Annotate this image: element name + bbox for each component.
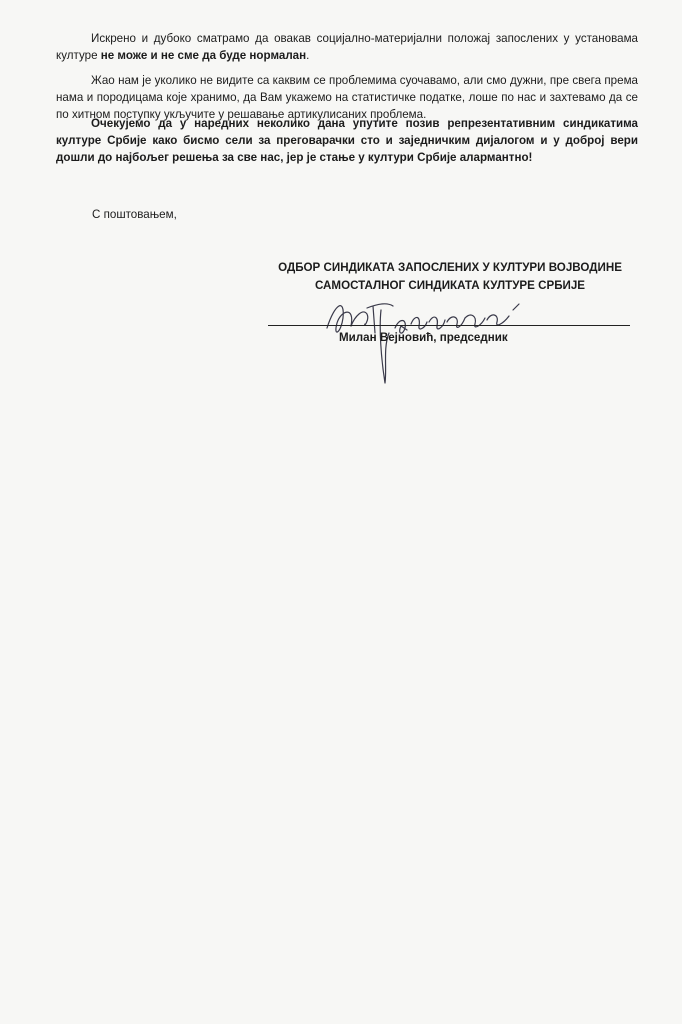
organization-line-1: ОДБОР СИНДИКАТА ЗАПОСЛЕНИХ У КУЛТУРИ ВОЈВОДИНЕ <box>278 261 622 274</box>
paragraph-wage-status <box>56 30 638 64</box>
closing-salutation: С поштовањем, <box>92 208 177 221</box>
paragraph-1-bold-text: не може и не сме да буде нормалан <box>100 49 307 62</box>
paragraph-negotiation-call: Очекујемо да у наредних неколико дана упутите позив репрезентативним синдикатима културе Србије како бисмо сели за преговарачки сто и заједничким дијалогом и у доброј вери дошли до најбољег решења за све нас, јер је стање у култури Србије алармантно! <box>56 117 638 164</box>
signature-line <box>268 325 630 326</box>
organization-line-2: САМОСТАЛНОГ СИНДИКАТА КУЛТУРЕ СРБИЈЕ <box>314 279 586 292</box>
signer-name: Милан Вејновић, председник <box>339 331 508 344</box>
paragraph-1-text: Искрено и дубоко сматрамо да овакав социјално-материјални положај запослених у установама културе <box>56 32 638 62</box>
paragraph-1-end: . <box>306 49 310 62</box>
paragraph-statistics-request: Жао нам је уколико не видите са каквим се проблемима суочавамо, али смо дужни, пре свега према нама и породицама које хранимо, да Вам укажемо на статистичке податке, лоше по нас и захтевамо да се по хитном поступку укључите у решавање артикулисаних проблема. <box>56 74 638 121</box>
